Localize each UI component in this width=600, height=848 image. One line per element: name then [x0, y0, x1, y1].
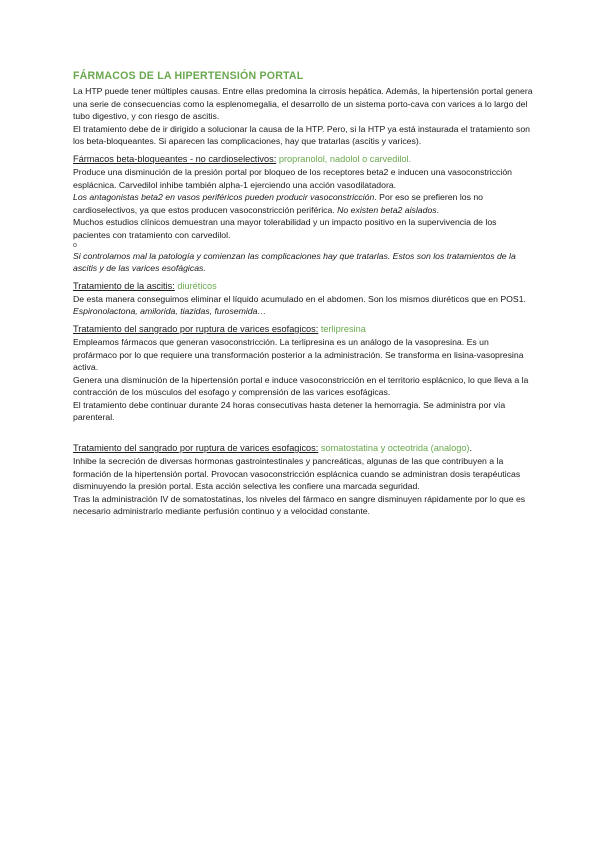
ascitis-heading: [73, 280, 533, 293]
beta-p2-italic: Los antagonistas beta2 en vasos periféricos pueden producir vasoconstricción: [73, 192, 375, 203]
beta-blockers-section: [73, 153, 533, 275]
bullet-mark: o: [73, 241, 77, 249]
beta-blockers-heading-label: Fármacos beta-bloqueantes - no cardioselectivos:: [73, 153, 277, 164]
beta-p2-end: .: [436, 204, 440, 215]
ascitis-drugs: diuréticos: [177, 280, 217, 291]
beta-p2-rest: . Por eso se prefieren los no cardioselectivos, ya que estos producen vasoconstricción periférica.: [73, 192, 484, 215]
somatostatina-heading-end: .: [469, 443, 473, 454]
somatostatina-heading: [73, 442, 533, 455]
intro-section: [73, 85, 533, 148]
beta-blockers-drugs: propranolol, nadolol o carvedilol.: [278, 153, 412, 164]
document-body: [73, 70, 533, 518]
beta-paragraph-2: [73, 191, 533, 216]
somato-paragraph-2: Tras la administración IV de somatostatinas, los niveles del fármaco en sangre disminuyen rápidamente por lo que es necesario administrarlo mediante perfusión continuo y a velocidad constante.: [73, 493, 526, 517]
beta-blockers-heading: [73, 153, 533, 166]
beta-paragraph-1: Produce una disminución de la presión portal por bloqueo de los receptores beta2 e inducen una vasoconstricción esplácnica. Carvedilol inhibe también alpha-1 ejerciendo una acción vasodilatadora.: [73, 166, 512, 190]
terlipresina-section: [73, 323, 533, 424]
ascitis-p1-italic: Espironolactona, amilorida, tiazidas, furosemida…: [73, 306, 267, 317]
intro-paragraph-1: La HTP puede tener múltiples causas. Entre ellas predomina la cirrosis hepática. Además, la hipertensión portal genera una serie de consecuencias como la esplenomegalia, el desarrollo de un sistema porto-cava con varices a lo largo del tubo digestivo, y con riesgo de ascitis.: [73, 86, 533, 122]
ascitis-p1-text: De esta manera conseguimos eliminar el líquido acumulado en el abdomen. Son los mismos diuréticos que en POS1.: [73, 293, 526, 304]
somatostatina-drugs: somatostatina y octeotrida (analogo): [320, 443, 470, 454]
somato-paragraph-1: Inhibe la secreción de diversas hormonas gastrointestinales y pancreáticas, algunas de las que contribuyen a la formación de la hipertensión portal. Provocan vasoconstricción esplácnica cuando se administran dosis terapéuticas disminuyendo la presión portal. Esta acción selectiva les confiere una marcada seguridad.: [73, 456, 521, 492]
terlipresina-drugs: terlipresina: [320, 323, 366, 334]
complications-note: Si controlamos mal la patología y comienzan las complicaciones hay que tratarlas. Estos son los tratamientos de la ascitis y de las varices esofágicas.: [73, 250, 516, 274]
page-title: FÁRMACOS DE LA HIPERTENSIÓN PORTAL: [73, 70, 304, 82]
ascitis-paragraph: [73, 293, 533, 318]
somatostatina-section: [73, 442, 533, 518]
terli-paragraph-3: El tratamiento debe continuar durante 24 horas consecutivas hasta detener la hemorragia. Se administra por vía parenteral.: [73, 399, 506, 423]
somatostatina-heading-label: Tratamiento del sangrado por ruptura de varices esofagicos:: [73, 443, 319, 454]
terli-paragraph-2: Genera una disminución de la hipertensión portal e induce vasoconstricción en el territorio esplácnico, lo que lleva a la contracción de los músculos del esofago y comprensión de las varices esofágicas.: [73, 374, 529, 398]
terli-paragraph-1: Empleamos fármacos que generan vasoconstricción. La terlipresina es un análogo de la vasopresina. Es un profármaco por lo que requiere una transformación posterior a la administración. Se transforma en lisina-vasopresina activa.: [73, 336, 524, 373]
terlipresina-heading: [73, 323, 533, 336]
terlipresina-heading-label: Tratamiento del sangrado por ruptura de varices esofagicos:: [73, 323, 319, 334]
intro-paragraph-2: El tratamiento debe de ir dirigido a solucionar la causa de la HTP. Pero, si la HTP ya está instaurada el tratamiento son los beta-bloqueantes. Si aparecen las complicaciones, hay que tratarlas (ascitis y varices).: [73, 123, 530, 147]
ascitis-section: [73, 280, 533, 318]
ascitis-heading-label: Tratamiento de la ascitis:: [73, 280, 175, 291]
beta-paragraph-3: Muchos estudios clínicos demuestran una mayor tolerabilidad y un impacto positivo en la supervivencia de los pacientes con tratamiento con carvedilol.: [73, 217, 497, 240]
beta-p2-italic2: No existen beta2 aislados: [337, 204, 437, 215]
